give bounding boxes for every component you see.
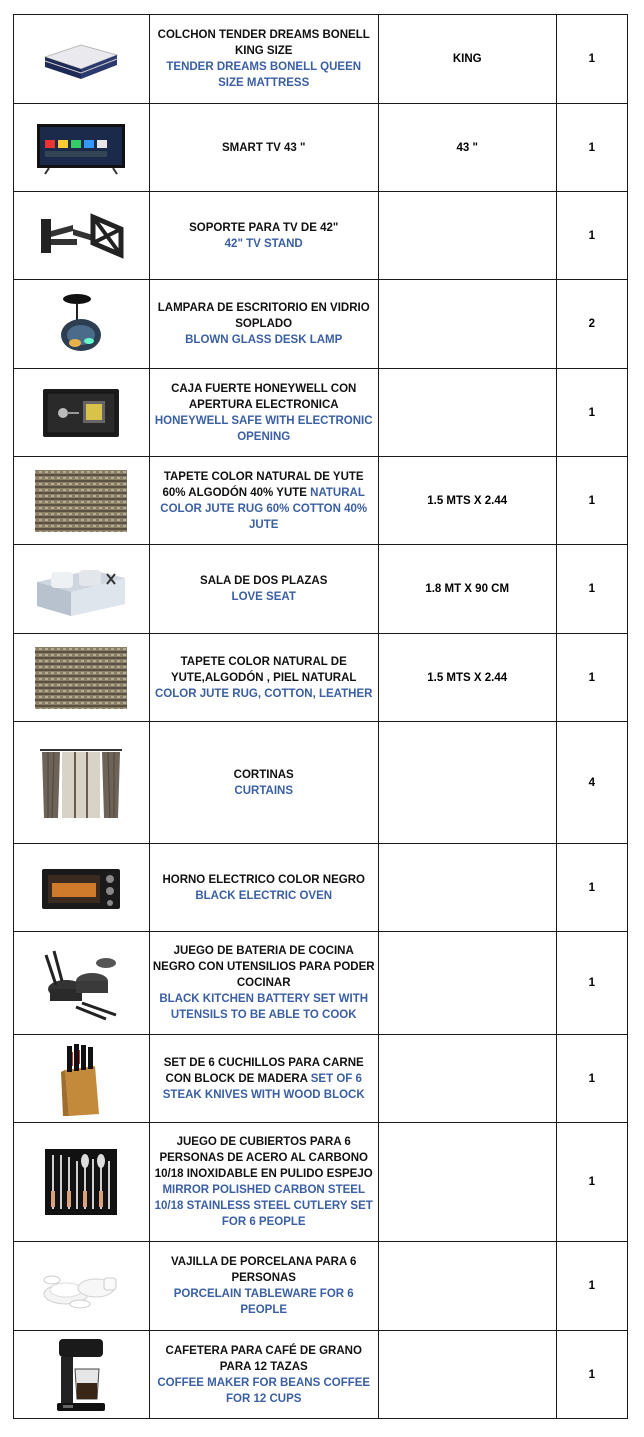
description-spanish: CORTINAS [233, 768, 294, 781]
item-quantity: 1 [556, 1035, 627, 1123]
table-row [14, 104, 628, 192]
item-description [149, 104, 378, 192]
item-description [149, 1035, 378, 1123]
item-image [14, 932, 150, 1035]
table-row [14, 634, 628, 722]
table-row [14, 192, 628, 280]
table-row [14, 15, 628, 104]
description-spanish: JUEGO DE CUBIERTOS PARA 6 PERSONAS DE ACERO AL CARBONO 10/18 INOXIDABLE EN PULIDO ESPEJO [154, 1136, 373, 1180]
description-english: TENDER DREAMS BONELL QUEEN SIZE MATTRESS [166, 61, 362, 89]
item-description [149, 457, 378, 545]
item-size: 1.5 MTS X 2.44 [378, 457, 556, 545]
item-quantity: 1 [556, 634, 627, 722]
item-size [378, 844, 556, 932]
cutlery-icon [17, 1147, 146, 1217]
description-spanish: JUEGO DE BATERIA DE COCINA NEGRO CON UTENSILIOS PARA PODER COCINAR [152, 945, 375, 989]
item-size [378, 1035, 556, 1123]
table-row [14, 1035, 628, 1123]
item-image [14, 104, 150, 192]
item-quantity: 1 [556, 104, 627, 192]
description-english: PORCELAIN TABLEWARE FOR 6 PEOPLE [173, 1288, 354, 1316]
item-description [149, 844, 378, 932]
description-english: COLOR JUTE RUG, COTTON, LEATHER [154, 687, 373, 700]
item-quantity: 1 [556, 457, 627, 545]
item-quantity: 1 [556, 192, 627, 280]
item-description [149, 722, 378, 844]
inventory-table [13, 14, 628, 1419]
description-english: CURTAINS [234, 784, 293, 797]
description-english: HONEYWELL SAFE WITH ELECTRONIC OPENING [154, 414, 373, 443]
mattress-icon [17, 35, 146, 83]
table-row [14, 1331, 628, 1419]
description-english: NATURAL COLOR JUTE RUG 60% COTTON 40% JUTE [160, 486, 368, 531]
item-size [378, 280, 556, 369]
item-image [14, 634, 150, 722]
description-spanish: SOPORTE PARA TV DE 42" [189, 221, 339, 234]
table-row [14, 844, 628, 932]
item-quantity: 1 [556, 1331, 627, 1419]
item-description [149, 15, 378, 104]
description-spanish: CAFETERA PARA CAFÉ DE GRANO PARA 12 TAZAS [165, 1344, 362, 1373]
description-spanish: SALA DE DOS PLAZAS [200, 575, 328, 587]
oven-icon [17, 863, 146, 913]
item-size: 43 " [378, 104, 556, 192]
table-row [14, 1242, 628, 1331]
item-size [378, 369, 556, 457]
item-description [149, 932, 378, 1035]
item-image [14, 1242, 150, 1331]
description-spanish: TAPETE COLOR NATURAL DE YUTE 60% ALGODÓN 40% YUTE [162, 470, 364, 499]
coffee-maker-icon [17, 1335, 146, 1415]
description-spanish: COLCHON TENDER DREAMS BONELL KING SIZE [157, 29, 370, 57]
item-size [378, 932, 556, 1035]
table-row [14, 1123, 628, 1242]
item-quantity: 1 [556, 15, 627, 104]
item-quantity: 1 [556, 932, 627, 1035]
description-english: BLACK ELECTRIC OVEN [195, 889, 333, 902]
description-english: MIRROR POLISHED CARBON STEEL 10/18 STAINLESS STEEL CUTLERY SET FOR 6 PEOPLE [154, 1184, 373, 1228]
item-image [14, 457, 150, 545]
item-size [378, 722, 556, 844]
item-size [378, 192, 556, 280]
item-description [149, 369, 378, 457]
description-spanish: CAJA FUERTE HONEYWELL CON APERTURA ELECTRONICA [171, 382, 357, 411]
item-size [378, 1123, 556, 1242]
item-image [14, 844, 150, 932]
item-quantity: 2 [556, 280, 627, 369]
item-quantity: 1 [556, 1123, 627, 1242]
description-spanish: VAJILLA DE PORCELANA PARA 6 PERSONAS [170, 1256, 357, 1284]
description-english: BLOWN GLASS DESK LAMP [185, 334, 343, 346]
description-spanish: HORNO ELECTRICO COLOR NEGRO [162, 873, 365, 886]
table-row [14, 457, 628, 545]
item-size: 1.5 MTS X 2.44 [378, 634, 556, 722]
item-size: KING [378, 15, 556, 104]
item-size [378, 1242, 556, 1331]
description-english: COFFEE MAKER FOR BEANS COFFEE FOR 12 CUPS [157, 1376, 371, 1405]
safe-icon [17, 385, 146, 441]
rug-icon [17, 468, 146, 534]
item-quantity: 1 [556, 1242, 627, 1331]
description-spanish: TAPETE COLOR NATURAL DE YUTE,ALGODÓN , PIEL NATURAL [170, 655, 357, 684]
description-english: BLACK KITCHEN BATTERY SET WITH UTENSILS TO BE ABLE TO COOK [159, 993, 369, 1021]
item-description [149, 545, 378, 634]
item-quantity: 1 [556, 369, 627, 457]
item-quantity: 1 [556, 545, 627, 634]
item-description [149, 192, 378, 280]
table-row [14, 545, 628, 634]
item-description [149, 280, 378, 369]
item-quantity: 4 [556, 722, 627, 844]
table-row [14, 932, 628, 1035]
item-description [149, 1123, 378, 1242]
rug-icon [17, 645, 146, 711]
item-image [14, 369, 150, 457]
item-image [14, 15, 150, 104]
table-row [14, 722, 628, 844]
knife-block-icon [17, 1040, 146, 1118]
item-image [14, 545, 150, 634]
description-english: LOVE SEAT [231, 591, 296, 603]
item-image [14, 1331, 150, 1419]
item-description [149, 1242, 378, 1331]
description-spanish: SMART TV 43 " [222, 141, 306, 154]
item-size [378, 1331, 556, 1419]
item-description [149, 1331, 378, 1419]
item-description [149, 634, 378, 722]
table-row [14, 369, 628, 457]
table-row [14, 280, 628, 369]
tv-icon [17, 120, 146, 176]
item-image [14, 280, 150, 369]
description-spanish: SET DE 6 CUCHILLOS PARA CARNE CON BLOCK DE MADERA [163, 1056, 364, 1085]
sofa-icon [17, 556, 146, 622]
item-image [14, 1123, 150, 1242]
lamp-icon [17, 291, 146, 357]
item-image [14, 192, 150, 280]
description-english: SET OF 6 STEAK KNIVES WITH WOOD BLOCK [162, 1072, 365, 1101]
cookware-icon [17, 945, 146, 1021]
description-english: 42" TV STAND [224, 237, 303, 250]
tableware-icon [17, 1258, 146, 1314]
item-size: 1.8 MT X 90 CM [378, 545, 556, 634]
tv-mount-icon [17, 209, 146, 263]
item-quantity: 1 [556, 844, 627, 932]
description-spanish: LAMPARA DE ESCRITORIO EN VIDRIO SOPLADO [157, 302, 370, 330]
item-image [14, 1035, 150, 1123]
curtains-icon [17, 744, 146, 822]
item-image [14, 722, 150, 844]
